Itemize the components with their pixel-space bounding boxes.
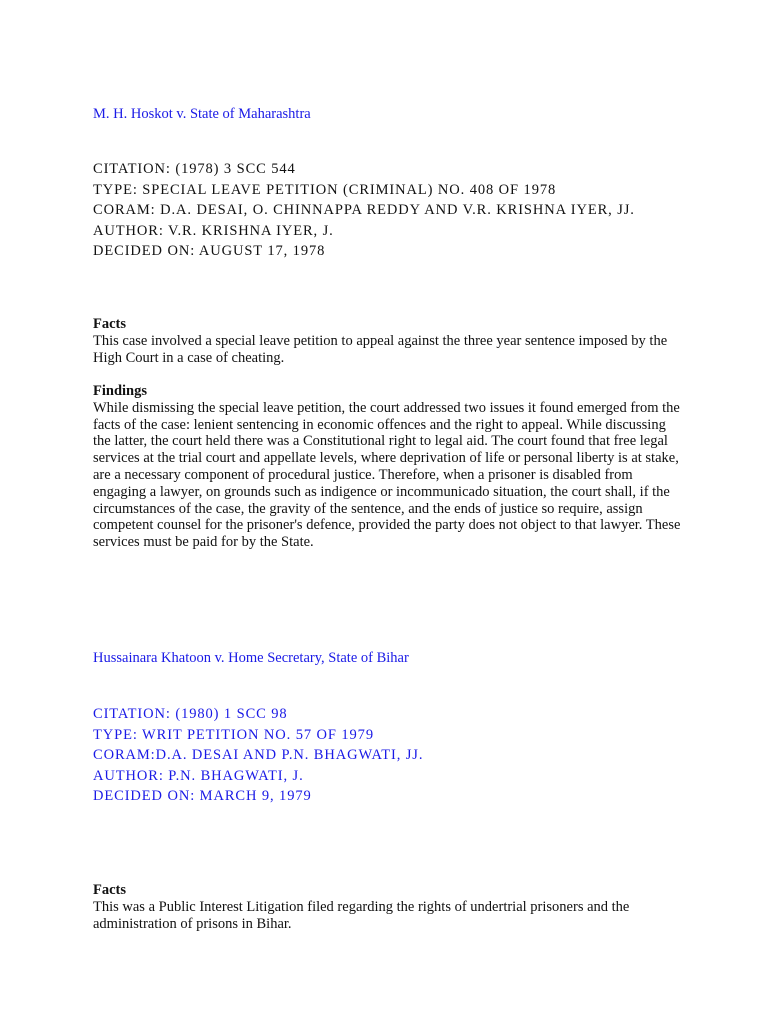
- decided-on-line: DECIDED ON: MARCH 9, 1979: [93, 788, 312, 804]
- decided-on-line: DECIDED ON: AUGUST 17, 1978: [93, 243, 326, 259]
- author-line: AUTHOR: P.N. BHAGWATI, J.: [93, 767, 304, 784]
- facts-heading: Facts: [93, 882, 127, 898]
- facts-body: This case involved a special leave petition to appeal against the three year sentence imposed by the High Court in a case of cheating.: [93, 332, 668, 366]
- case-title-link[interactable]: Hussainara Khatoon v. Home Secretary, State of Bihar: [93, 650, 409, 666]
- facts-heading: Facts: [93, 316, 127, 332]
- coram-line: CORAM: D.A. DESAI, O. CHINNAPPA REDDY AND V.R. KRISHNA IYER, JJ.: [93, 202, 635, 218]
- type-line: TYPE: WRIT PETITION NO. 57 OF 1979: [93, 726, 374, 743]
- facts-section: [93, 316, 683, 366]
- facts-section: [93, 882, 683, 932]
- coram-line: CORAM:D.A. DESAI AND P.N. BHAGWATI, JJ.: [93, 747, 424, 763]
- case-title-link[interactable]: M. H. Hoskot v. State of Maharashtra: [93, 106, 311, 122]
- findings-body: While dismissing the special leave petition, the court addressed two issues it found emerged from the facts of the case: lenient sentencing in economic offences and the right to appeal. While discussing the latter, the court held there was a Constitutional right to legal aid. The court found that free legal services at the trial court and appellate levels, where deprivation of life or personal liberty is at stake, are a necessary component of procedural justice. Therefore, when a prisoner is disabled from engaging a lawyer, on grounds such as indigence or incommunicado situation, the court shall, if the circumstances of the case, the gravity of the sentence, and the ends of justice so require, assign competent counsel for the prisoner's defence, provided the party does not object to that lawyer. These services must be paid for by the State.: [93, 399, 681, 551]
- author-line: AUTHOR: V.R. KRISHNA IYER, J.: [93, 222, 334, 239]
- findings-heading: Findings: [93, 383, 147, 399]
- citation-line: CITATION: (1980) 1 SCC 98: [93, 706, 288, 722]
- case-metadata: [93, 704, 683, 807]
- case-metadata: [93, 159, 683, 262]
- facts-body: This was a Public Interest Litigation filed regarding the rights of undertrial prisoners and the administration of prisons in Bihar.: [93, 898, 630, 932]
- type-line: TYPE: SPECIAL LEAVE PETITION (CRIMINAL) NO. 408 OF 1978: [93, 181, 557, 198]
- citation-line: CITATION: (1978) 3 SCC 544: [93, 161, 296, 177]
- findings-section: [93, 383, 683, 551]
